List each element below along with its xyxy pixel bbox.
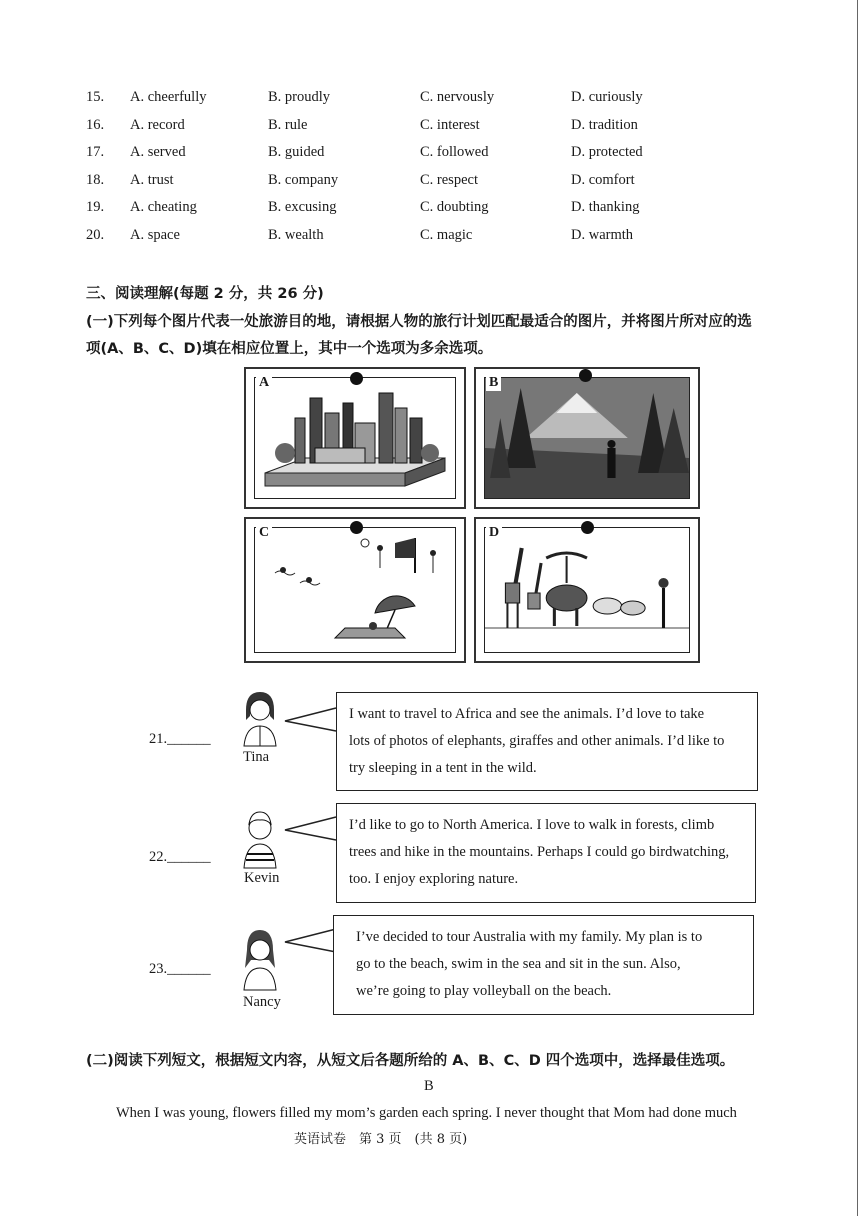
option-b: B. rule (268, 117, 308, 133)
bubble-line: I’d like to go to North America. I love to walk in forests, climb (349, 817, 715, 833)
pin-icon (581, 521, 594, 534)
question-number: 22.______ (149, 849, 211, 865)
question-number: 21.______ (149, 731, 211, 747)
option-a: A. trust (130, 172, 174, 188)
bubble-line: trees and hike in the mountains. Perhaps I could go birdwatching, (349, 844, 730, 860)
option-c: C. interest (420, 117, 480, 133)
bubble-line: I’ve decided to tour Australia with my family. My plan is to (356, 929, 703, 945)
part2-instruction: (二)阅读下列短文，根据短文内容，从短文后各题所给的 A、B、C、D 四个选项中，选择最佳选项。 (86, 1053, 735, 1069)
speech-bubble (333, 915, 754, 1015)
speech-bubble (336, 803, 756, 903)
girl-avatar-icon (238, 926, 282, 992)
question-number: 19. (86, 199, 105, 215)
person-name: Nancy (243, 994, 281, 1010)
pin-icon (579, 369, 592, 382)
picture-a-city (244, 367, 466, 509)
passage-line: When I was young, flowers filled my mom’s garden each spring. I never thought that Mom had done much (116, 1105, 737, 1121)
option-c: C. respect (420, 172, 478, 188)
speech-pointer (284, 816, 338, 842)
option-a: A. cheating (130, 199, 197, 215)
option-d: D. curiously (571, 89, 643, 105)
option-a: A. record (130, 117, 185, 133)
picture-label: B (486, 375, 501, 391)
pin-icon (350, 521, 363, 534)
question-number: 20. (86, 227, 105, 243)
question-number: 15. (86, 89, 105, 105)
boy-avatar-icon (238, 810, 282, 870)
scan-edge (857, 0, 858, 1216)
bubble-line: too. I enjoy exploring nature. (349, 871, 519, 887)
instruction-line: (一)下列每个图片代表一处旅游目的地，请根据人物的旅行计划匹配最适合的图片，并将图片所对应的选 (86, 314, 752, 330)
bubble-line: I want to travel to Africa and see the animals. I’d love to take (349, 706, 705, 722)
bubble-line: lots of photos of elephants, giraffes and other animals. I’d like to (349, 733, 725, 749)
speech-pointer (284, 707, 338, 733)
pin-icon (350, 372, 363, 385)
city-illustration (255, 378, 455, 498)
option-d: D. protected (571, 144, 643, 160)
picture-b-forest (474, 367, 700, 509)
picture-label: C (256, 525, 272, 541)
option-a: A. space (130, 227, 180, 243)
option-b: B. proudly (268, 89, 331, 105)
option-d: D. tradition (571, 117, 638, 133)
question-number: 17. (86, 144, 105, 160)
speech-pointer (284, 928, 338, 954)
question-number: 18. (86, 172, 105, 188)
forest-illustration (485, 378, 689, 498)
option-d: D. warmth (571, 227, 634, 243)
option-a: A. cheerfully (130, 89, 207, 105)
option-b: B. guided (268, 144, 325, 160)
option-row (0, 89, 860, 111)
option-row (0, 227, 860, 249)
option-c: C. magic (420, 227, 473, 243)
answer-blank: ______ (167, 731, 211, 747)
instruction-line: 项(A、B、C、D)填在相应位置上，其中一个选项为多余选项。 (86, 341, 493, 357)
option-b: B. excusing (268, 199, 337, 215)
option-row (0, 117, 860, 139)
question-number: 16. (86, 117, 105, 133)
person-name: Tina (243, 749, 270, 765)
bubble-line: we’re going to play volleyball on the beach. (356, 983, 612, 999)
safari-illustration (485, 528, 689, 652)
picture-label: D (486, 525, 502, 541)
option-c: C. nervously (420, 89, 495, 105)
page-footer: 英语试卷 第 3 页 (共 8 页) (294, 1132, 468, 1147)
option-row (0, 172, 860, 194)
bubble-line: go to the beach, swim in the sea and sit in the sun. Also, (356, 956, 681, 972)
picture-c-beach (244, 517, 466, 663)
option-c: C. followed (420, 144, 489, 160)
picture-d-safari (474, 517, 700, 663)
option-d: D. thanking (571, 199, 640, 215)
bubble-line: try sleeping in a tent in the wild. (349, 760, 537, 776)
option-b: B. wealth (268, 227, 324, 243)
option-a: A. served (130, 144, 186, 160)
passage-label: B (424, 1078, 434, 1094)
option-row (0, 199, 860, 221)
beach-illustration (255, 528, 455, 652)
section-title: 三、阅读理解(每题 2 分，共 26 分) (86, 286, 324, 302)
girl-avatar-icon (238, 688, 282, 748)
option-c: C. doubting (420, 199, 489, 215)
option-d: D. comfort (571, 172, 635, 188)
option-row (0, 144, 860, 166)
picture-label: A (256, 375, 272, 391)
person-name: Kevin (244, 870, 280, 886)
option-b: B. company (268, 172, 339, 188)
question-number: 23.______ (149, 961, 211, 977)
answer-blank: ______ (167, 961, 211, 977)
speech-bubble (336, 692, 758, 791)
answer-blank: ______ (167, 849, 211, 865)
